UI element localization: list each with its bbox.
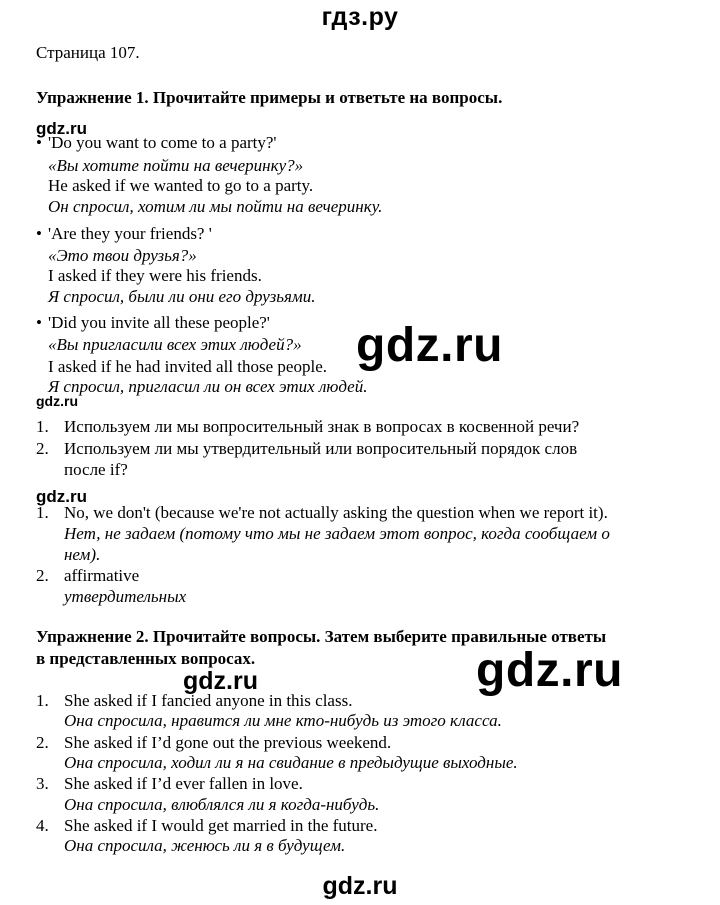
question-text: Используем ли мы вопросительный знак в вопросах в косвенной речи? [64, 417, 580, 436]
example-reported: He asked if we wanted to go to a party. [48, 176, 314, 195]
watermark-large: gdz.ru [356, 319, 503, 372]
item-text: She asked if I’d gone out the previous weekend. [64, 733, 392, 752]
example-reported-ru: Я спросил, пригласил ли он всех этих людей. [48, 377, 368, 396]
answer-text: affirmative [64, 566, 140, 585]
example-quote: 'Are they your friends? ' [48, 224, 212, 243]
watermark: gdz.ru [36, 393, 78, 409]
answer-number: 2. [36, 566, 49, 585]
example-quote: 'Do you want to come to a party?' [48, 133, 277, 152]
watermark: gdz.ru [36, 487, 87, 506]
page-label: Страница 107. [36, 43, 140, 62]
answer-number: 1. [36, 503, 49, 522]
item-number: 2. [36, 733, 49, 752]
item-text: She asked if I’d ever fallen in love. [64, 774, 303, 793]
item-text: She asked if I would get married in the future. [64, 816, 378, 835]
item-text-ru: Она спросила, влюблялся ли я когда-нибудь. [64, 795, 380, 814]
example-quote-ru: «Это твои друзья?» [48, 246, 197, 265]
question-text: после if? [64, 460, 128, 479]
exercise2-heading: в представленных вопросах. [36, 649, 256, 668]
question-number: 2. [36, 439, 49, 458]
example-reported: I asked if they were his friends. [48, 266, 262, 285]
item-number: 3. [36, 774, 49, 793]
answer-text-ru: Нет, не задаем (потому что мы не задаем этот вопрос, когда сообщаем о [64, 524, 610, 543]
site-header: гдз.ру [321, 3, 399, 31]
item-text-ru: Она спросила, нравится ли мне кто-нибудь из этого класса. [64, 711, 502, 730]
exercise1-heading: Упражнение 1. Прочитайте примеры и ответьте на вопросы. [36, 88, 503, 107]
bullet-icon: • [36, 133, 42, 152]
watermark: gdz.ru [183, 667, 258, 695]
watermark-large: gdz.ru [476, 644, 623, 697]
footer-watermark: gdz.ru [322, 872, 398, 900]
answer-text-ru: нем). [64, 545, 101, 564]
item-text-ru: Она спросила, женюсь ли я в будущем. [64, 836, 346, 855]
example-reported-ru: Он спросил, хотим ли мы пойти на вечеринку. [48, 197, 383, 216]
example-quote-ru: «Вы пригласили всех этих людей?» [48, 335, 302, 354]
example-quote: 'Did you invite all these people?' [48, 313, 270, 332]
item-number: 1. [36, 691, 49, 710]
example-reported: I asked if he had invited all those people. [48, 357, 327, 376]
watermark: gdz.ru [36, 119, 87, 138]
bullet-icon: • [36, 313, 42, 332]
question-text: Используем ли мы утвердительный или вопросительный порядок слов [64, 439, 578, 458]
answer-text: No, we don't (because we're not actually asking the question when we report it). [64, 503, 608, 522]
answer-text-ru: утвердительных [64, 587, 187, 606]
item-text: She asked if I fancied anyone in this class. [64, 691, 353, 710]
example-reported-ru: Я спросил, были ли они его друзьями. [48, 287, 316, 306]
exercise2-heading: Упражнение 2. Прочитайте вопросы. Затем выберите правильные ответы [36, 627, 607, 646]
item-text-ru: Она спросила, ходил ли я на свидание в предыдущие выходные. [64, 753, 518, 772]
example-quote-ru: «Вы хотите пойти на вечеринку?» [48, 156, 304, 175]
bullet-icon: • [36, 224, 42, 243]
question-number: 1. [36, 417, 49, 436]
item-number: 4. [36, 816, 49, 835]
